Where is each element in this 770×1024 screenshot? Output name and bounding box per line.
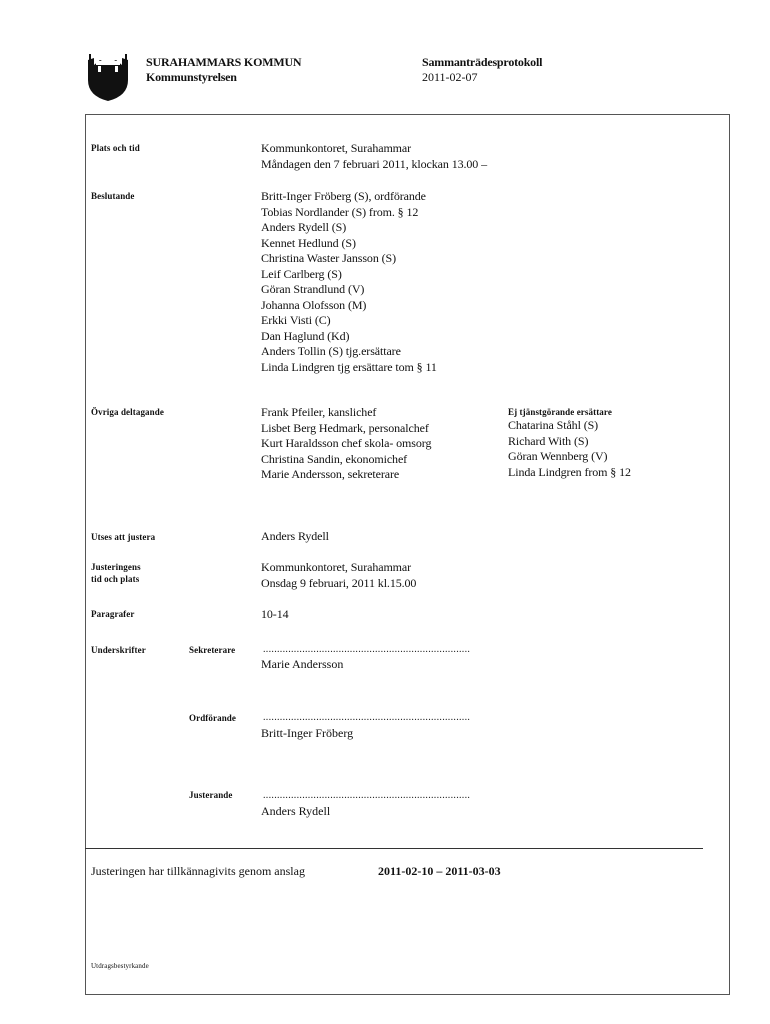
adjust-time-place-block (261, 560, 416, 591)
deciding-member: Göran Strandlund (V) (261, 282, 365, 296)
label-adjust-time-place (91, 561, 141, 585)
substitutes-heading: Ej tjänstgörande ersättare (508, 407, 612, 417)
substitute-member: Linda Lindgren from § 12 (508, 464, 631, 479)
signature-line-chair: .......................................................................... (263, 712, 471, 723)
paragraphs-value: 10-14 (261, 607, 289, 621)
other-participant: Lisbet Berg Hedmark, personalchef (261, 420, 429, 435)
label-secretary: Sekreterare (189, 645, 236, 655)
label-adjust-line: Justeringens (91, 562, 141, 572)
adjusting-name: Anders Rydell (261, 804, 331, 818)
deciding-list (261, 189, 437, 375)
deciding-member: Johanna Olofsson (M) (261, 297, 367, 312)
place-time-block (261, 141, 487, 172)
municipality-coat-of-arms-icon (86, 52, 130, 102)
substitutes-list (508, 418, 631, 480)
label-other-participants: Övriga deltagande (91, 407, 164, 417)
place-time-line: Kommunkontoret, Surahammar (261, 141, 412, 155)
deciding-member: Dan Haglund (Kd) (261, 328, 350, 343)
place-time-line: Måndagen den 7 februari 2011, klockan 13.00 – (261, 156, 487, 171)
document-date: 2011-02-07 (422, 70, 478, 84)
label-paragraphs: Paragrafer (91, 609, 135, 619)
substitute-member: Richard With (S) (508, 433, 589, 448)
signature-line-adjusting: .......................................................................... (263, 790, 471, 801)
organization-name: SURAHAMMARS KOMMUN (146, 55, 302, 69)
label-adjusting: Justerande (189, 790, 233, 800)
signature-line-secretary: .......................................................................... (263, 644, 471, 655)
deciding-member: Kennet Hedlund (S) (261, 235, 356, 250)
adjust-time-place-line: Kommunkontoret, Surahammar (261, 560, 412, 574)
other-participant: Kurt Haraldsson chef skola- omsorg (261, 436, 432, 450)
label-adjuster: Utses att justera (91, 532, 156, 542)
label-chair: Ordförande (189, 713, 236, 723)
substitute-member: Chatarina Ståhl (S) (508, 418, 599, 432)
secretary-name: Marie Andersson (261, 657, 344, 671)
footer-divider (85, 848, 703, 849)
deciding-member: Britt-Inger Fröberg (S), ordförande (261, 189, 426, 203)
department-name: Kommunstyrelsen (146, 70, 237, 84)
deciding-member: Erkki Visti (C) (261, 313, 331, 327)
label-signatures: Underskrifter (91, 645, 146, 655)
adjust-time-place-line: Onsdag 9 februari, 2011 kl.15.00 (261, 575, 417, 590)
deciding-member: Anders Tollin (S) tjg.ersättare (261, 344, 401, 358)
deciding-member: Leif Carlberg (S) (261, 266, 342, 281)
announcement-dates: 2011-02-10 – 2011-03-03 (378, 864, 501, 878)
other-participant: Marie Andersson, sekreterare (261, 467, 400, 481)
deciding-member: Anders Rydell (S) (261, 220, 347, 234)
deciding-member: Linda Lindgren tjg ersättare tom § 11 (261, 359, 437, 374)
label-adjust-line: tid och plats (91, 574, 140, 584)
document-type: Sammanträdesprotokoll (422, 55, 543, 69)
label-place-time: Plats och tid (91, 143, 140, 153)
announcement-notice: Justeringen har tillkännagivits genom anslag (91, 864, 305, 878)
adjuster-name: Anders Rydell (261, 529, 329, 543)
substitute-member: Göran Wennberg (V) (508, 449, 608, 463)
chair-name: Britt-Inger Fröberg (261, 726, 354, 740)
deciding-member: Tobias Nordlander (S) from. § 12 (261, 204, 419, 219)
other-participants-list (261, 405, 431, 483)
label-deciding: Beslutande (91, 191, 135, 201)
certified-extract-label: Utdragsbestyrkande (91, 962, 149, 970)
deciding-member: Christina Waster Jansson (S) (261, 251, 397, 265)
other-participant: Frank Pfeiler, kanslichef (261, 405, 377, 419)
other-participant: Christina Sandin, ekonomichef (261, 451, 408, 466)
